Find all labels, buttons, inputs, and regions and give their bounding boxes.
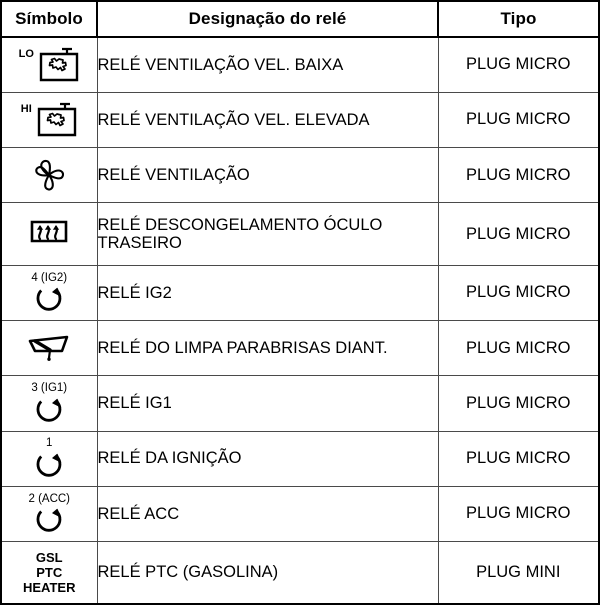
symbol-wrapper — [2, 376, 97, 430]
table-row — [1, 148, 599, 203]
speed-prefix-label: LO — [18, 47, 34, 60]
table-row — [1, 203, 599, 265]
symbol-wrapper — [2, 38, 97, 92]
rear-defroster-icon — [28, 217, 70, 251]
designation-cell: RELÉ DO LIMPA PARABRISAS DIANT. — [97, 320, 438, 375]
rotation-arc-icon — [32, 283, 66, 313]
symbol-wrapper — [2, 321, 97, 375]
designation-cell: RELÉ PTC (GASOLINA) — [97, 542, 438, 604]
type-cell: PLUG MICRO — [438, 320, 599, 375]
table-row — [1, 320, 599, 375]
type-cell: PLUG MICRO — [438, 203, 599, 265]
terminal-number-label: 3 (IG1) — [31, 382, 68, 395]
type-cell: PLUG MINI — [438, 542, 599, 604]
designation-cell: RELÉ VENTILAÇÃO VEL. ELEVADA — [97, 92, 438, 147]
designation-cell: RELÉ DA IGNIÇÃO — [97, 431, 438, 486]
designation-cell: RELÉ VENTILAÇÃO — [97, 148, 438, 203]
table-row — [1, 265, 599, 320]
terminal-number-label: 2 (ACC) — [28, 492, 71, 505]
symbol-cell — [1, 92, 97, 147]
symbol-cell — [1, 542, 97, 604]
header-row — [1, 1, 599, 37]
symbol-cell — [1, 265, 97, 320]
symbol-wrapper — [2, 266, 97, 320]
column-header-designation: Designação do relé — [97, 1, 438, 37]
rotation-arc-icon — [32, 394, 66, 424]
table-header — [1, 1, 599, 37]
speed-prefix-label: HI — [20, 102, 32, 115]
table-row — [1, 542, 599, 604]
numbered-symbol-group — [31, 273, 67, 314]
numbered-symbol-group — [32, 438, 66, 479]
symbol-cell — [1, 37, 97, 92]
column-header-symbol: Símbolo — [1, 1, 97, 37]
table-row — [1, 37, 599, 92]
type-cell: PLUG MICRO — [438, 37, 599, 92]
table-body — [1, 37, 599, 604]
symbol-wrapper — [2, 432, 97, 486]
terminal-number-label: 4 (IG2) — [31, 271, 68, 284]
symbol-cell — [1, 320, 97, 375]
symbol-cell — [1, 203, 97, 265]
blower-symbol-group — [19, 47, 80, 83]
column-header-type: Tipo — [438, 1, 599, 37]
table-row — [1, 486, 599, 541]
blower-symbol-group — [21, 102, 78, 138]
designation-cell: RELÉ ACC — [97, 486, 438, 541]
symbol-wrapper — [2, 203, 97, 264]
type-cell: PLUG MICRO — [438, 148, 599, 203]
symbol-wrapper — [2, 148, 97, 202]
terminal-number-label: 1 — [46, 437, 53, 450]
type-cell: PLUG MICRO — [438, 265, 599, 320]
symbol-cell — [1, 376, 97, 431]
symbol-wrapper — [2, 93, 97, 147]
symbol-cell — [1, 486, 97, 541]
rotation-arc-icon — [32, 504, 66, 534]
blower-motor-icon — [34, 102, 78, 138]
designation-cell: RELÉ IG2 — [97, 265, 438, 320]
table-row — [1, 92, 599, 147]
symbol-wrapper — [2, 487, 97, 541]
table-row — [1, 376, 599, 431]
numbered-symbol-group — [31, 383, 67, 424]
windshield-wiper-icon — [26, 333, 72, 363]
symbol-cell — [1, 148, 97, 203]
table-row — [1, 431, 599, 486]
symbol-cell — [1, 431, 97, 486]
fan-blade-icon — [29, 156, 69, 194]
symbol-wrapper — [2, 542, 97, 603]
designation-cell: RELÉ DESCONGELAMENTO ÓCULO TRASEIRO — [97, 203, 438, 265]
numbered-symbol-group — [28, 494, 70, 535]
type-cell: PLUG MICRO — [438, 376, 599, 431]
type-cell: PLUG MICRO — [438, 486, 599, 541]
blower-motor-icon — [36, 47, 80, 83]
designation-cell: RELÉ IG1 — [97, 376, 438, 431]
type-cell: PLUG MICRO — [438, 431, 599, 486]
designation-cell: RELÉ VENTILAÇÃO VEL. BAIXA — [97, 37, 438, 92]
type-cell: PLUG MICRO — [438, 92, 599, 147]
symbol-text-label: GSL PTC HEATER — [23, 549, 76, 596]
rotation-arc-icon — [32, 449, 66, 479]
